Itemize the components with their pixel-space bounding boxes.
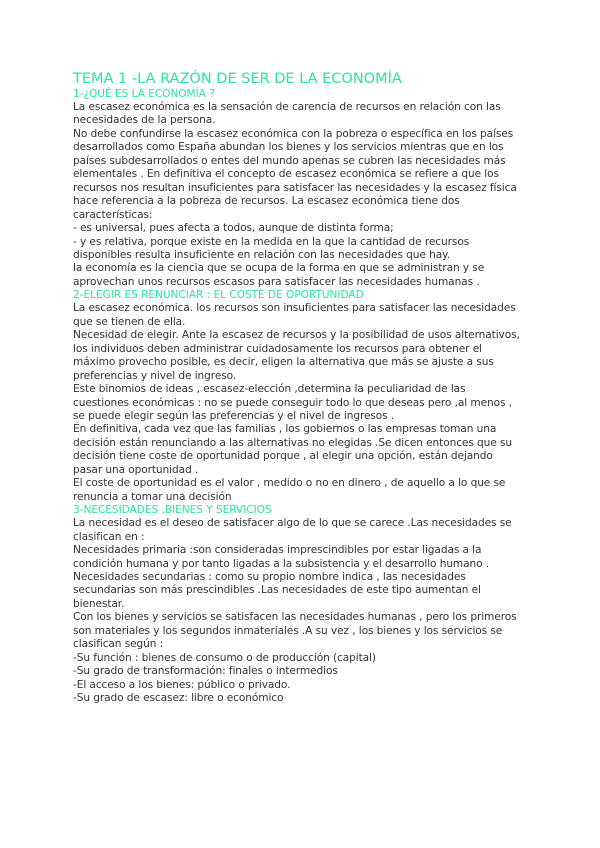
paragraph: la economía es la ciencia que se ocupa de la forma en que se administran y se aprovechan unos recursos escasos para satisfacer las necesidades humanas . <box>73 262 485 288</box>
list-item: -El acceso a los bienes: público o privado. <box>73 678 291 691</box>
paragraph: - y es relativa, porque existe en la medida en la que la cantidad de recursos disponibles resulta insuficiente en relación con las necesidades que hay. <box>73 235 470 261</box>
paragraph: Con los bienes y servicios se satisfacen las necesidades humanas , pero los primeros son materiales y los segundos inmateriales .A su vez , los bienes y los servicios se clasifican según : <box>73 611 517 651</box>
section-heading-3: 3-NECESIDADES ,BIENES Y SERVICIOS <box>73 504 272 517</box>
section-heading-1: 1-¿QUÉ ES LA ECONOMÍA ? <box>73 88 215 100</box>
list-item: -Su grado de escasez: libre o económico <box>73 692 284 705</box>
list-item: -Su función : bienes de consumo o de producción (capital) <box>73 651 376 664</box>
paragraph: Necesidades primaria :son consideradas imprescindibles por estar ligadas a la condición humana y por tanto ligadas a la subsistencia y el desarrollo humano . <box>73 544 490 570</box>
paragraph: La necesidad es el deseo de satisfacer algo de lo que se carece .Las necesidades se clasifican en : <box>73 517 512 543</box>
paragraph: En definitiva, cada vez que las familias , los gobiernos o las empresas toman una decisión están renunciando a las alternativas no elegidas .Se dicen entonces que su decisión tiene coste de oportunidad porque , al elegir una opción, están dejando pasar una oportunidad . <box>73 423 512 476</box>
paragraph: La escasez económica es la sensación de carencia de recursos en relación con las necesidades de la persona. <box>73 101 501 127</box>
paragraph: La escasez económica. los recursos son insuficientes para satisfacer las necesidades que se tienen de ella. <box>73 302 516 328</box>
paragraph: Este binomios de ideas , escasez-elección ,determina la peculiaridad de las cuestiones económicas : no se puede conseguir todo lo que deseas pero ,al menos , se puede elegir según las preferencias y el nivel de ingresos . <box>73 383 512 422</box>
section-heading-2: 2-ELEGIR ES RENUNCIAR : EL COSTE DE OPORTUNIDAD <box>73 289 364 302</box>
paragraph: Necesidad de elegir. Ante la escasez de recursos y la posibilidad de usos alternativos, los individuos deben administrar cuidadosamente los recursos para obtener el máximo provecho posible, es decir, eligen la alternativa que más se ajuste a sus preferencias y nivel de ingreso. <box>73 329 520 382</box>
paragraph: Necesidades secundarias : como su propio nombre indica , las necesidades secundarias son más prescindibles .Las necesidades de este tipo aumentan el bienestar. <box>73 570 481 610</box>
list-item: -Su grado de transformación: finales o intermedios <box>73 665 338 678</box>
paragraph: El coste de oportunidad es el valor , medido o no en dinero , de aquello a lo que se renuncia a tomar una decisión <box>73 477 506 503</box>
paragraph: - es universal, pues afecta a todos, aunque de distinta forma; <box>73 222 394 235</box>
document-title: TEMA 1 -LA RAZÓN DE SER DE LA ECONOMÍA <box>73 71 402 87</box>
paragraph: No debe confundirse la escasez económica con la pobreza o específica en los países desarrollados como España abundan los bienes y los servicios mientras que en los países subdesarrollados o entes del mundo apenas se cubren las necesidades más elementales . En definitiva el concepto de escasez económica se refiere a que los recursos nos resultan insuficientes para satisfacer las necesidades y la escasez física hace referencia a la pobreza de recursos. La escasez económica tiene dos características: <box>73 127 517 221</box>
document-page <box>73 70 523 705</box>
